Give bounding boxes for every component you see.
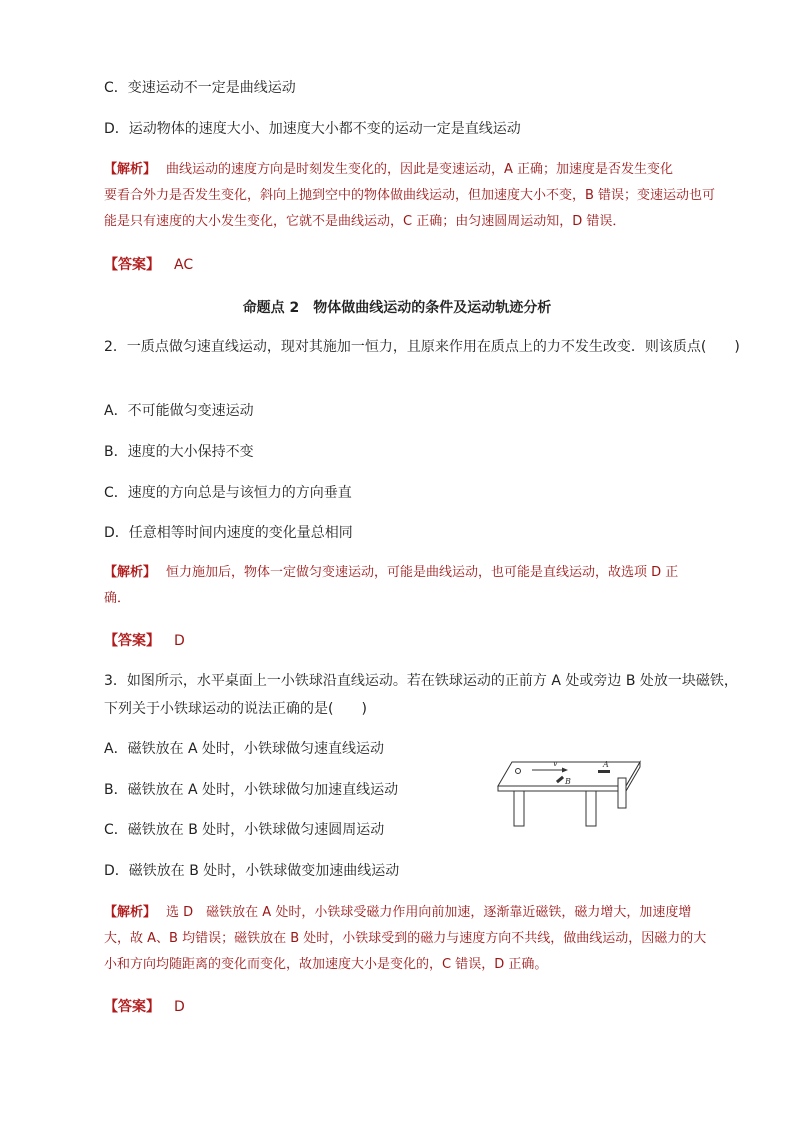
q3-option-a: A．磁铁放在 A 处时，小铁球做匀速直线运动 <box>104 741 385 757</box>
q2-explanation-line2: 确． <box>104 591 131 606</box>
q3-answer <box>104 997 185 1017</box>
q3-answer-value: D <box>174 999 185 1015</box>
magnet-a <box>598 770 610 773</box>
explanation-label: 【解析】 <box>104 162 157 177</box>
q1-explanation-line2: 要看合外力是否发生变化，斜向上抛到空中的物体做曲线运动，但加速度大小不变，B 错误；变速运动也可 <box>104 188 716 203</box>
q3-explanation-line2: 大，故 A、B 均错误；磁铁放在 B 处时，小铁球受到的磁力与速度方向不共线，做曲线运动，因磁力的大 <box>104 931 707 946</box>
velocity-label: v <box>553 759 558 768</box>
q1-explanation-line3: 能是只有速度的大小发生变化，它就不是曲线运动，C 正确；由匀速圆周运动知，D 错误． <box>104 214 626 229</box>
q1-answer <box>104 255 193 275</box>
iron-ball <box>516 769 521 774</box>
explanation-label: 【解析】 <box>104 565 157 580</box>
q1-option-c: C．变速运动不一定是曲线运动 <box>104 80 296 96</box>
q1-option-d: D．运动物体的速度大小、加速度大小都不变的运动一定是直线运动 <box>104 121 521 137</box>
q3-option-b: B．磁铁放在 A 处时，小铁球做匀加速直线运动 <box>104 782 399 798</box>
q3-explanation-line1: 选 D 磁铁放在 A 处时，小铁球受磁力作用向前加速，逐渐靠近磁铁，磁力增大，加速度增 <box>166 905 692 920</box>
q2-stem: 2．一质点做匀速直线运动，现对其施加一恒力，且原来作用在质点上的力不发生改变．则该质点( ) <box>104 339 740 355</box>
q1-answer-value: AC <box>174 257 194 273</box>
q3-explanation <box>104 900 724 978</box>
q2-option-c: C．速度的方向总是与该恒力的方向垂直 <box>104 485 352 501</box>
section-heading: 命题点 2 物体做曲线运动的条件及运动轨迹分析 <box>242 300 552 316</box>
answer-label: 【答案】 <box>104 999 160 1015</box>
explanation-label: 【解析】 <box>104 905 157 920</box>
q2-explanation <box>104 560 724 612</box>
q3-stem-line1: 3．如图所示，水平桌面上一小铁球沿直线运动。若在铁球运动的正前方 A 处或旁边 B 处放一块磁铁， <box>104 673 738 689</box>
tabletop-edge <box>498 786 626 791</box>
q1-explanation-line1: 曲线运动的速度方向是时刻发生变化的，因此是变速运动，A 正确；加速度是否发生变化 <box>166 162 674 177</box>
q2-answer-value: D <box>174 633 185 649</box>
q3-explanation-line3: 小和方向均随距离的变化而变化，故加速度大小是变化的，C 错误，D 正确。 <box>104 957 548 972</box>
q2-option-b: B．速度的大小保持不变 <box>104 444 254 460</box>
q2-explanation-line1: 恒力施加后，物体一定做匀变速运动，可能是曲线运动，也可能是直线运动，故选项 D 正 <box>166 565 679 580</box>
q3-option-c: C．磁铁放在 B 处时，小铁球做匀速圆周运动 <box>104 822 385 838</box>
q3-stem-line2: 下列关于小铁球运动的说法正确的是( ) <box>104 701 367 717</box>
q2-option-d: D．任意相等时间内速度的变化量总相同 <box>104 525 353 541</box>
q2-answer <box>104 631 185 651</box>
table-leg-back-right <box>618 778 626 808</box>
point-a-label: A <box>603 760 609 769</box>
table-figure <box>494 756 644 830</box>
point-b-label: B <box>565 777 571 786</box>
q2-option-a: A．不可能做匀变速运动 <box>104 403 254 419</box>
table-leg-front-left <box>514 791 524 826</box>
answer-label: 【答案】 <box>104 257 160 273</box>
answer-label: 【答案】 <box>104 633 160 649</box>
table-leg-front-right <box>586 791 596 826</box>
q3-option-d: D．磁铁放在 B 处时，小铁球做变加速曲线运动 <box>104 863 400 879</box>
q1-explanation <box>104 157 724 235</box>
